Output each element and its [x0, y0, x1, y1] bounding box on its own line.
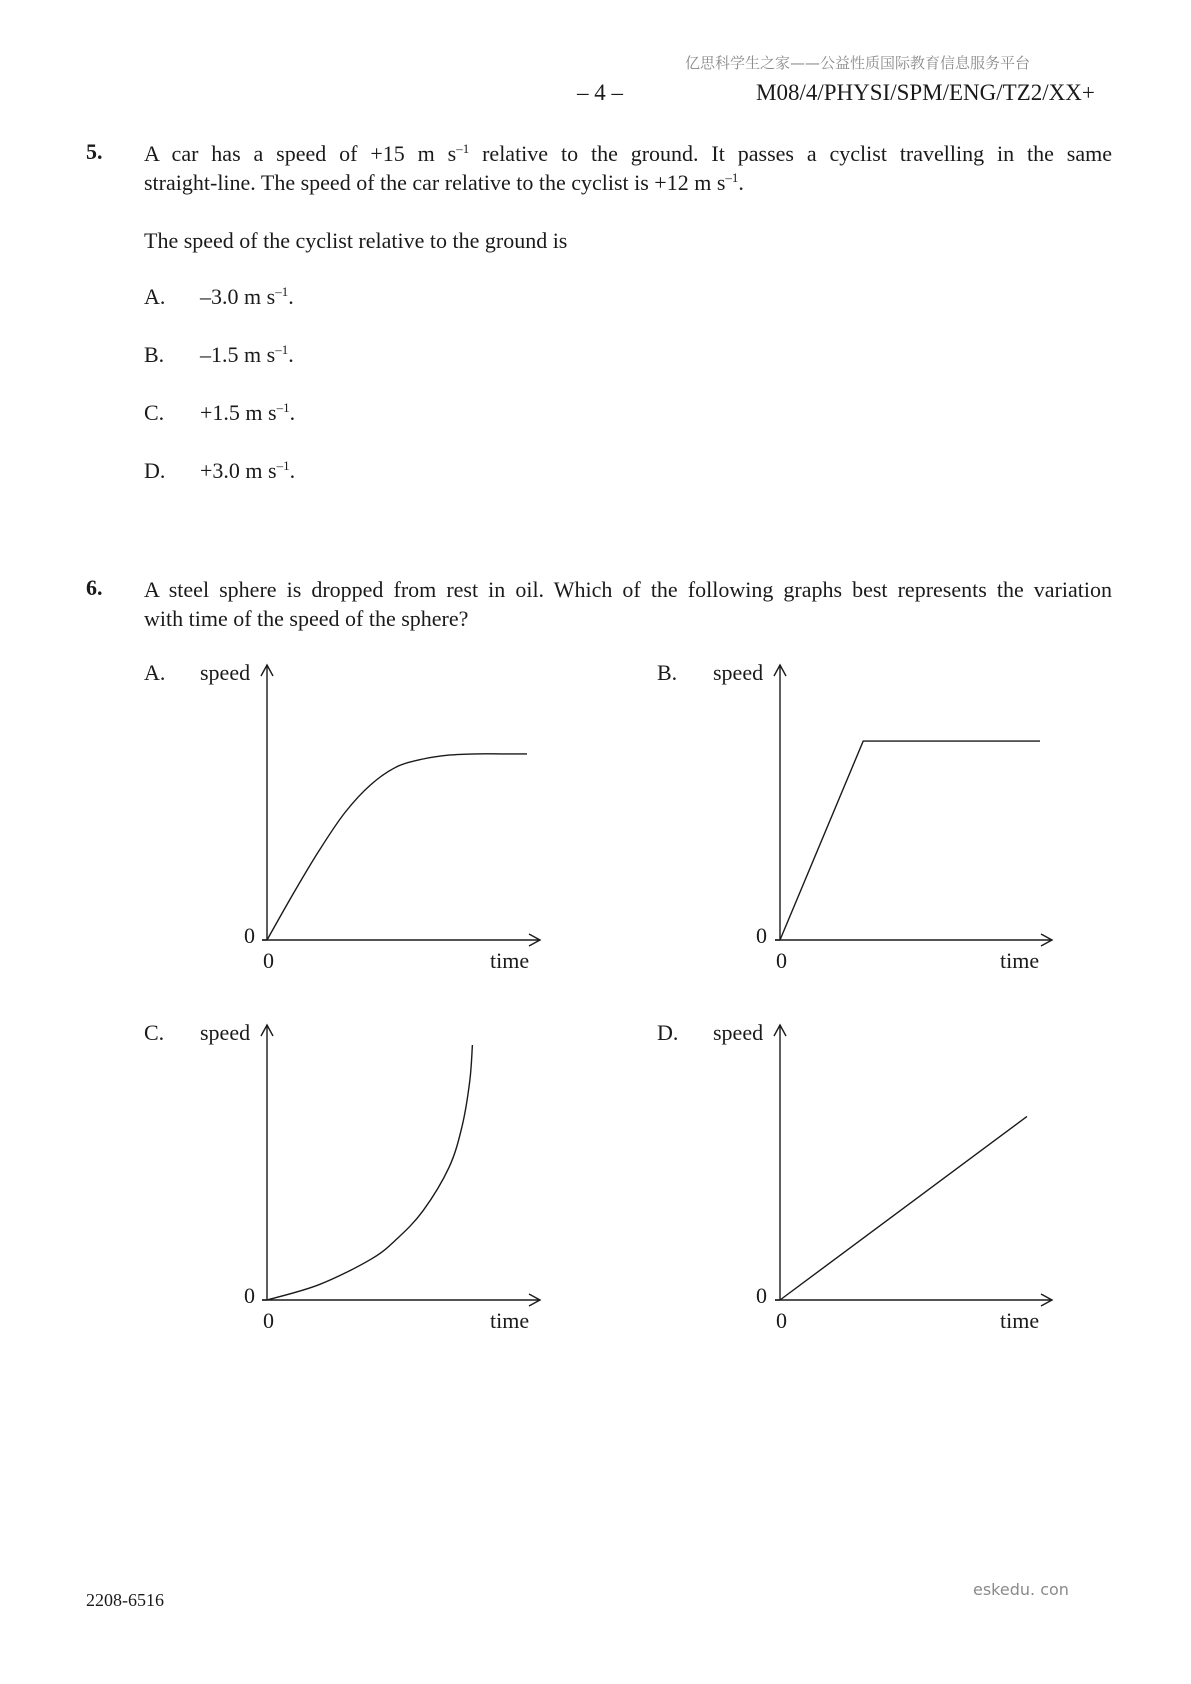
- graph-b-y-label: speed: [713, 660, 764, 685]
- graph-a-origin-x: 0: [263, 948, 274, 973]
- q5-option-d-letter: D.: [144, 458, 166, 483]
- graph-c-origin-y: 0: [244, 1283, 255, 1308]
- graph-c-origin-x: 0: [263, 1308, 274, 1333]
- q5-stem: The speed of the cyclist relative to the ground is: [144, 228, 568, 253]
- page-number: – 4 –: [577, 80, 623, 105]
- q6-number: 6.: [86, 575, 103, 600]
- q5-option-c-letter: C.: [144, 400, 165, 425]
- graph-d-letter: D.: [657, 1020, 679, 1045]
- q5-option-b-letter: B.: [144, 342, 165, 367]
- footer-watermark: eskedu. con: [973, 1580, 1069, 1599]
- graph-b-origin-x: 0: [776, 948, 787, 973]
- graph-b-origin-y: 0: [756, 923, 767, 948]
- q5-option-a-value: –3.0 m $s^{-1}$.: [200, 284, 294, 309]
- graph-c-letter: C.: [144, 1020, 165, 1045]
- graph-d-origin-y: 0: [756, 1283, 767, 1308]
- graph-c-y-label: speed: [200, 1020, 251, 1045]
- q6-line2: with time of the speed of the sphere?: [144, 606, 469, 631]
- header-watermark: 亿思科学生之家——公益性质国际教育信息服务平台: [685, 54, 1031, 72]
- q6-line1: A steel sphere is dropped from rest in oil. Which of the following graphs best represents the variation: [144, 577, 1112, 602]
- graph-a-x-label: time: [490, 948, 530, 973]
- q5-option-b-value: –1.5 m $s^{-1}$.: [200, 342, 294, 367]
- graph-d-x-label: time: [1000, 1308, 1040, 1333]
- graph-b-letter: B.: [657, 660, 678, 685]
- q5-number: 5.: [86, 139, 103, 164]
- graph-a-origin-y: 0: [244, 923, 255, 948]
- q5-option-c-value: +1.5 m $s^{-1}$.: [200, 400, 296, 425]
- q5-line2: straight-line. The speed of the car relative to the cyclist is +12 m $s^{-1}$.: [144, 170, 744, 195]
- graph-a-y-label: speed: [200, 660, 251, 685]
- footer-code: 2208-6516: [86, 1590, 164, 1610]
- paper-code: M08/4/PHYSI/SPM/ENG/TZ2/XX+: [756, 80, 1095, 105]
- q5-option-a-letter: A.: [144, 284, 166, 309]
- q5-line1: A car has a speed of +15 m $s^{-1}$ relative to the ground. It passes a cyclist travelling in the same: [144, 141, 1112, 166]
- graph-d-curve: [780, 1116, 1027, 1300]
- graph-c-x-label: time: [490, 1308, 530, 1333]
- graph-d-origin-x: 0: [776, 1308, 787, 1333]
- graph-d-y-label: speed: [713, 1020, 764, 1045]
- graph-a-letter: A.: [144, 660, 166, 685]
- graph-b-x-label: time: [1000, 948, 1040, 973]
- q5-option-d-value: +3.0 m $s^{-1}$.: [200, 458, 296, 483]
